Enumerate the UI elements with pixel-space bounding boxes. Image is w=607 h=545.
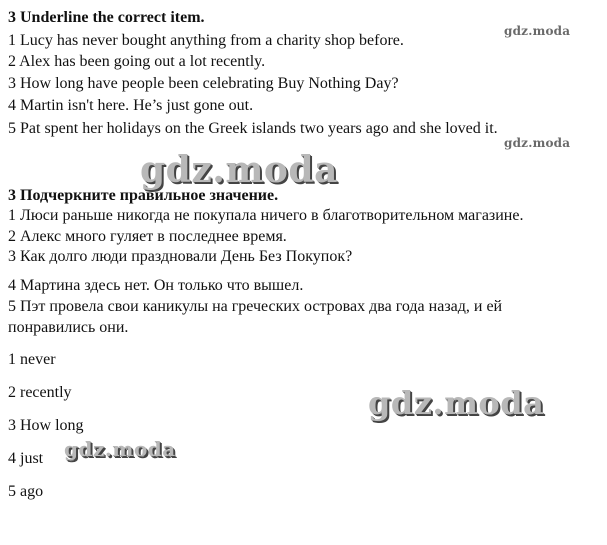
english-item-5: 5 Pat spent her holidays on the Greek islands two years ago and she loved it.	[8, 120, 498, 137]
russian-item-2: 2 Алекс много гуляет в последнее время.	[8, 228, 287, 245]
english-item-3: 3 How long have people been celebrating Buy Nothing Day?	[8, 75, 399, 92]
russian-item-4: 4 Мартина здесь нет. Он только что вышел.	[8, 277, 304, 294]
answer-1: 1 never	[8, 351, 56, 368]
english-item-2: 2 Alex has been going out a lot recently.	[8, 53, 266, 70]
english-item-1: 1 Lucy has never bought anything from a charity shop before.	[8, 32, 404, 49]
watermark-top-right: gdz.moda	[504, 24, 571, 38]
russian-item-3: 3 Как долго люди праздновали День Без Покупок?	[8, 248, 353, 265]
answer-3: 3 How long	[8, 417, 84, 434]
answer-4: 4 just	[8, 450, 44, 467]
russian-item-1: 1 Люси раньше никогда не покупала ничего в благотворительном магазине.	[8, 207, 524, 224]
russian-item-5: 5 Пэт провела свои каникулы на греческих островах два года назад, и ей	[8, 298, 503, 315]
english-item-4: 4 Martin isn't here. He’s just gone out.	[8, 97, 254, 114]
watermark-lower-right-large: gdz.moda	[368, 384, 545, 422]
watermark-lower-left: gdz.moda	[64, 437, 176, 461]
watermark-mid-left-large: gdz.moda	[140, 149, 338, 191]
russian-heading: 3 Подчеркните правильное значение.	[8, 187, 279, 204]
english-heading: 3 Underline the correct item.	[8, 9, 205, 26]
answer-5: 5 ago	[8, 483, 44, 500]
watermark-mid-right: gdz.moda	[504, 136, 571, 150]
russian-item-5-continued: понравились они.	[8, 319, 129, 336]
answer-2: 2 recently	[8, 384, 72, 401]
